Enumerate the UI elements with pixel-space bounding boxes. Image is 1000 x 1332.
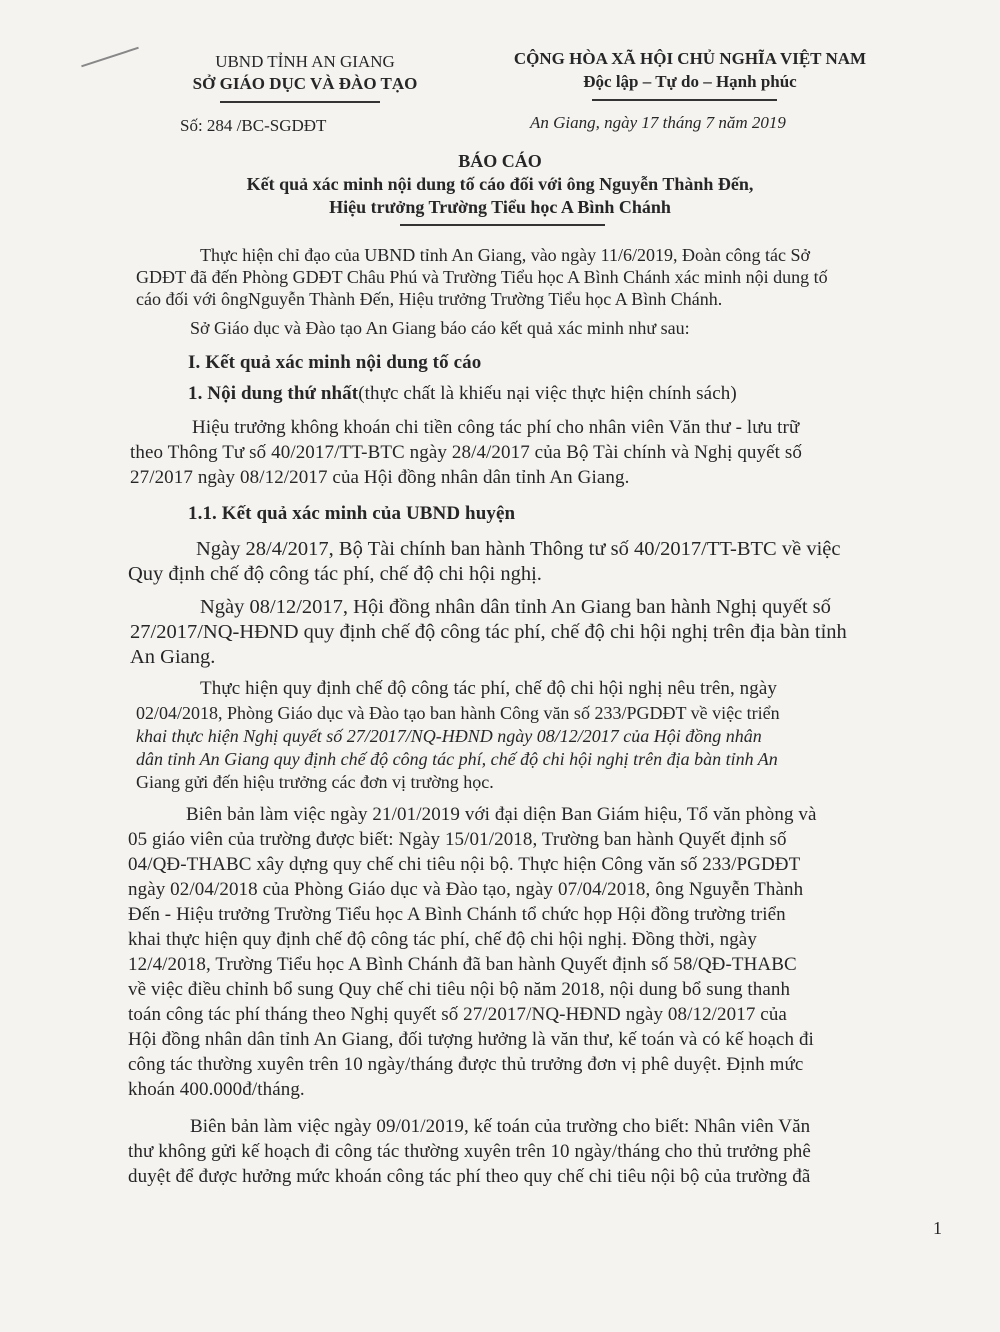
para3-line3: 27/2017 ngày 08/12/2017 của Hội đồng nhân dân tỉnh An Giang. — [130, 467, 630, 488]
para7-line4: ngày 02/04/2018 của Phòng Giáo dục và Đào tạo, ngày 07/04/2018, ông Nguyễn Thành — [128, 879, 804, 900]
para5-line2: 27/2017/NQ-HĐND quy định chế độ công tác phí, chế độ chi hội nghị trên địa bàn tỉnh — [130, 621, 847, 643]
document-number: Số: 284 /BC-SGDĐT — [180, 116, 327, 135]
para7-line5: Đến - Hiệu trưởng Trường Tiểu học A Bình Chánh tổ chức họp Hội đồng trường triển — [128, 904, 786, 925]
agency-main: SỞ GIÁO DỤC VÀ ĐÀO TẠO — [192, 74, 418, 93]
para8-line1: Biên bản làm việc ngày 09/01/2019, kế toán của trường cho biết: Nhân viên Văn — [190, 1116, 811, 1137]
para7-line6: khai thực hiện quy định chế độ công tác phí, chế độ chi hội nghị. Đồng thời, ngày — [128, 929, 757, 950]
motto-underline — [592, 99, 777, 101]
pen-mark — [81, 47, 139, 67]
para8-line3: duyệt để được hưởng mức khoán công tác phí theo quy chế chi tiêu nội bộ của trường đã — [128, 1166, 811, 1187]
para1-line1: Thực hiện chỉ đạo của UBND tỉnh An Giang, vào ngày 11/6/2019, Đoàn công tác Sở — [200, 245, 810, 265]
para7-line2: 05 giáo viên của trường được biết: Ngày 15/01/2018, Trường ban hành Quyết định số — [128, 829, 787, 850]
para2: Sở Giáo dục và Đào tạo An Giang báo cáo kết quả xác minh như sau: — [190, 318, 690, 338]
para3-line2: theo Thông Tư số 40/2017/TT-BTC ngày 28/4/2017 của Bộ Tài chính và Nghị quyết số — [130, 442, 802, 463]
page-number: 1 — [933, 1218, 942, 1238]
section-heading-1-1: 1.1. Kết quả xác minh của UBND huyện — [188, 503, 516, 524]
para1-line2: GDĐT đã đến Phòng GDĐT Châu Phú và Trường Tiểu học A Bình Chánh xác minh nội dung tố — [136, 267, 828, 287]
report-title-line1: Kết quả xác minh nội dung tố cáo đối với ông Nguyễn Thành Đến, — [246, 174, 754, 194]
place-date: An Giang, ngày 17 tháng 7 năm 2019 — [530, 113, 786, 132]
para3-line1: Hiệu trưởng không khoán chi tiền công tác phí cho nhân viên Văn thư - lưu trữ — [192, 417, 800, 438]
subsection-heading-1 — [188, 383, 737, 405]
report-type: BÁO CÁO — [458, 151, 542, 171]
section-heading-1: I. Kết quả xác minh nội dung tố cáo — [188, 352, 482, 373]
para5-line3: An Giang. — [130, 646, 216, 668]
para6-line5: Giang gửi đến hiệu trưởng các đơn vị trường học. — [136, 772, 494, 792]
para7-line1: Biên bản làm việc ngày 21/01/2019 với đại diện Ban Giám hiệu, Tổ văn phòng và — [186, 804, 817, 825]
para4-line1: Ngày 28/4/2017, Bộ Tài chính ban hành Thông tư số 40/2017/TT-BTC về việc — [196, 538, 841, 560]
country-name: CỘNG HÒA XÃ HỘI CHỦ NGHĨA VIỆT NAM — [513, 49, 867, 68]
para1-line3: cáo đối với ôngNguyễn Thành Đến, Hiệu trưởng Trường Tiểu học A Bình Chánh. — [136, 289, 723, 309]
para7-line9: toán công tác phí tháng theo Nghị quyết số 27/2017/NQ-HĐND ngày 08/12/2017 của — [128, 1004, 787, 1025]
subsection-heading-1-bold: 1. Nội dung thứ nhất — [188, 383, 359, 404]
para7-line7: 12/4/2018, Trường Tiểu học A Bình Chánh đã ban hành Quyết định số 58/QĐ-THABC — [128, 954, 797, 975]
para7-line8: về việc điều chỉnh bổ sung Quy chế chi tiêu nội bộ năm 2018, nội dung bổ sung thanh — [128, 979, 791, 1000]
para4-line2: Quy định chế độ công tác phí, chế độ chi hội nghị. — [128, 563, 542, 585]
para7-line11: công tác thường xuyên trên 10 ngày/tháng được thủ trưởng đơn vị phê duyệt. Định mức — [128, 1054, 804, 1075]
para7-line12: khoán 400.000đ/tháng. — [128, 1079, 305, 1100]
para5-line1: Ngày 08/12/2017, Hội đồng nhân dân tỉnh An Giang ban hành Nghị quyết số — [200, 596, 831, 618]
title-underline — [400, 224, 605, 226]
para6-line2: 02/04/2018, Phòng Giáo dục và Đào tạo ban hành Công văn số 233/PGDĐT về việc triển — [136, 703, 780, 723]
para6-line4: dân tỉnh An Giang quy định chế độ công tác phí, chế độ chi hội nghị trên địa bàn tỉnh An — [136, 749, 778, 769]
subsection-heading-1-rest: (thực chất là khiếu nại việc thực hiện chính sách) — [358, 383, 737, 404]
para7-line3: 04/QĐ-THABC xây dựng quy chế chi tiêu nội bộ. Thực hiện Công văn số 233/PGDĐT — [128, 854, 801, 875]
report-title-line2: Hiệu trưởng Trường Tiểu học A Bình Chánh — [329, 197, 671, 217]
para7-line10: Hội đồng nhân dân tỉnh An Giang, đối tượng hưởng là văn thư, kế toán và có kế hoạch đi — [128, 1029, 814, 1050]
para6-line1: Thực hiện quy định chế độ công tác phí, chế độ chi hội nghị nêu trên, ngày — [200, 678, 777, 699]
para6-line3: khai thực hiện Nghị quyết số 27/2017/NQ-HĐND ngày 08/12/2017 của Hội đồng nhân — [136, 726, 762, 746]
motto: Độc lập – Tự do – Hạnh phúc — [583, 72, 797, 91]
para8-line2: thư không gửi kế hoạch đi công tác thường xuyên trên 10 ngày/tháng cho thủ trưởng phê — [128, 1141, 811, 1162]
agency-underline — [220, 101, 380, 103]
agency-top: UBND TỈNH AN GIANG — [215, 52, 395, 71]
